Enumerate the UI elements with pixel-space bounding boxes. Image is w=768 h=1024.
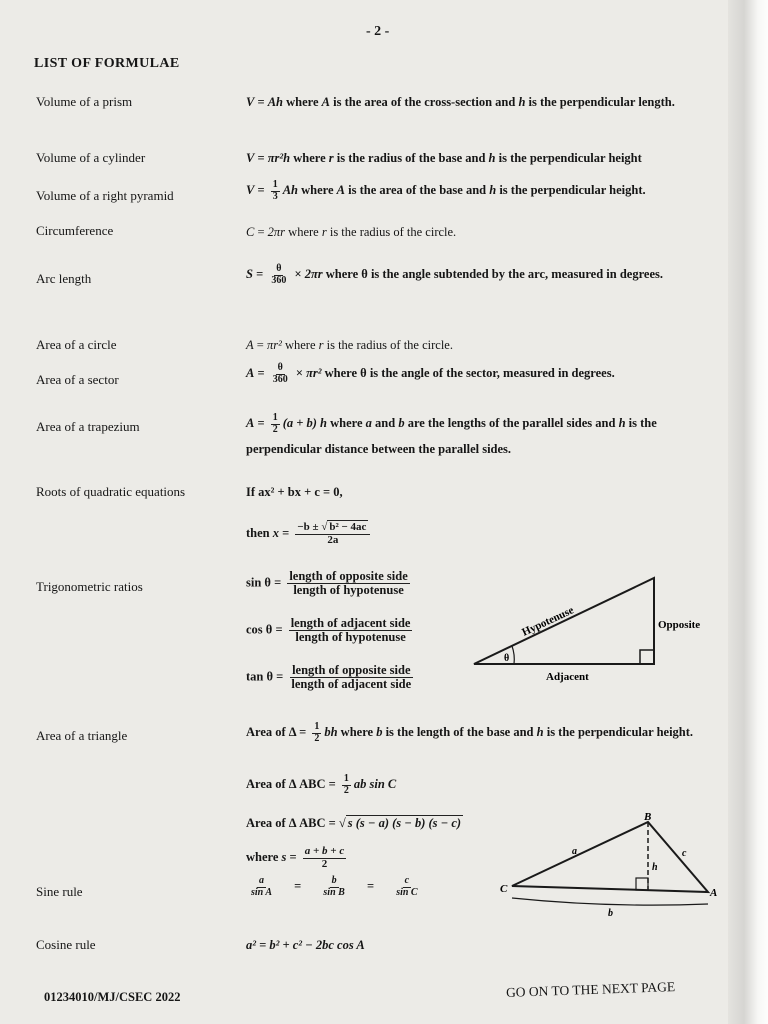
- height-h-label: h: [652, 862, 658, 873]
- label-prism: Volume of a prism: [36, 94, 133, 109]
- side-b-label: b: [608, 908, 613, 919]
- label-circle-area: Area of a circle: [36, 337, 117, 352]
- formula-herons: Area of Δ ABC = √ s (s − a) (s − b) (s − c): [246, 816, 462, 830]
- formula-sector: A = $\frac{\theta}{360}$ × πr² where θ is the angle of the sector, measured in degrees.: [246, 362, 615, 385]
- formula-cos: cos θ = $\frac{\text{length of adjacent side}}{\text{length of hypotenuse}}$: [246, 616, 411, 645]
- vertex-b-label: B: [644, 812, 652, 823]
- triangle-abc-diagram: [498, 812, 728, 922]
- height-right-angle: [636, 878, 648, 890]
- label-pyramid: Volume of a right pyramid: [36, 188, 174, 203]
- formula-circle-area: A = πr² where r is the radius of the circle.: [246, 338, 453, 352]
- theta-label: θ: [504, 653, 510, 664]
- label-cylinder: Volume of a cylinder: [36, 150, 146, 165]
- label-sector: Area of a sector: [36, 372, 119, 387]
- label-trapezium: Area of a trapezium: [36, 419, 140, 434]
- base-arrow: [512, 898, 708, 905]
- formula-quadratic-root: then x = $\frac{\text{−b ± √ b² − 4ac}}{2a}$: [246, 522, 373, 546]
- side-c-label: c: [682, 848, 687, 859]
- right-triangle-shape: [474, 578, 654, 664]
- label-arc-length: Arc length: [36, 271, 92, 286]
- formula-semi-perimeter: where s = $\frac{a + b + c}{2}$: [246, 845, 345, 870]
- formula-sine-rule: $\frac{a}{\text{sin A}}$ = $\frac{b}{\text{sin B}}$ = $\frac{c}{\text{sin C}}$: [251, 875, 418, 898]
- label-sine-rule: Sine rule: [36, 884, 83, 899]
- formula-pyramid: V = $\frac{1}{3}$ Ah where A is the area of the base and h is the perpendicular height.: [246, 179, 646, 202]
- formula-sin: sin θ = $\frac{\text{length of opposite side}}{\text{length of hypotenuse}}$: [246, 569, 408, 598]
- hypotenuse-label: Hypotenuse: [520, 604, 576, 639]
- right-angle-marker: [640, 650, 654, 664]
- page-heading: LIST OF FORMULAE: [34, 56, 180, 71]
- page-edge-shadow: [728, 0, 768, 1024]
- formula-prism: V = Ah where A is the area of the cross-section and h is the perpendicular length.: [246, 95, 675, 109]
- angle-arc: [512, 646, 514, 664]
- vertex-c-label: C: [500, 883, 508, 895]
- adjacent-label: Adjacent: [546, 671, 589, 683]
- formula-circumference: C = 2πr where r is the radius of the circle.: [246, 225, 457, 239]
- formula-cylinder: V = πr²h where r is the radius of the base and h is the perpendicular height: [246, 151, 642, 165]
- formula-trapezium: A = $\frac{1}{2}$ (a + b) h where a and b are the lengths of the parallel sides and h is the perpendicular distance between the parallel sides.: [246, 412, 657, 456]
- label-trig: Trigonometric ratios: [36, 579, 143, 594]
- vertex-a-label: A: [710, 887, 718, 899]
- label-triangle-area: Area of a triangle: [36, 728, 128, 743]
- formula-arc-length: S = $\frac{\theta}{360}$ × 2πr where θ is the angle subtended by the arc, measured in degrees.: [246, 263, 663, 286]
- formula-triangle-area-1: Area of Δ = $\frac{1}{2}$ bh where b is the length of the base and h is the perpendicular height.: [246, 721, 694, 744]
- formula-triangle-area-2: Area of Δ ABC = $\frac{1}{2}$ ab sin C: [246, 773, 397, 796]
- label-cosine-rule: Cosine rule: [36, 937, 96, 952]
- footer-paper-code: 01234010/MJ/CSEC 2022: [44, 990, 181, 1004]
- formula-quadratic-eq: If ax² + bx + c = 0,: [246, 485, 343, 499]
- label-quadratic: Roots of quadratic equations: [36, 484, 186, 499]
- formula-tan: tan θ = $\frac{\text{length of opposite side}}{\text{length of adjacent side}}$: [246, 663, 412, 692]
- footer-next-page: GO ON TO THE NEXT PAGE: [505, 979, 676, 1000]
- formula-cosine-rule: a² = b² + c² − 2bc cos A: [246, 938, 365, 952]
- opposite-label: Opposite: [658, 619, 701, 631]
- label-circumference: Circumference: [36, 223, 114, 238]
- triangle-abc-shape: [512, 822, 708, 892]
- right-triangle-diagram: [466, 574, 726, 684]
- page-number: - 2 -: [366, 24, 390, 39]
- side-a-label: a: [572, 846, 577, 857]
